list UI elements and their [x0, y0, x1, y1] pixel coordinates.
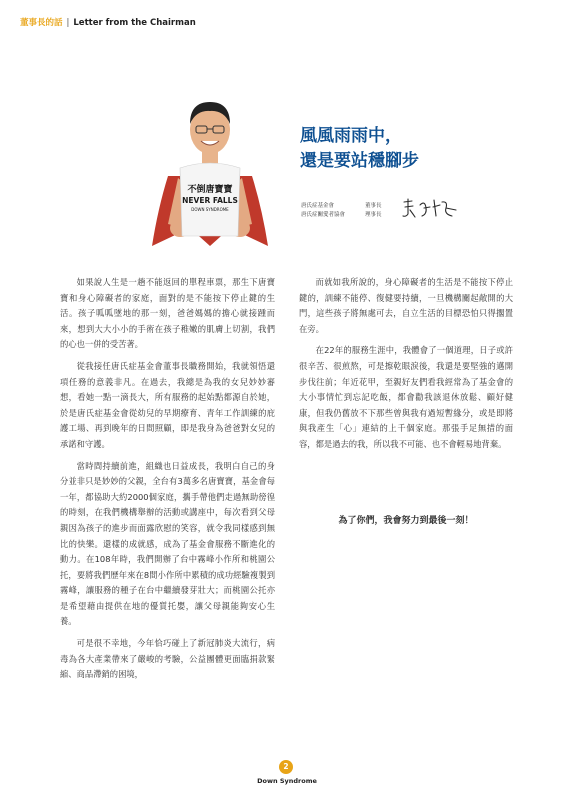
header-separator: | — [66, 18, 70, 28]
section-title-en: Letter from the Chairman — [73, 18, 196, 28]
signature-row — [301, 202, 382, 211]
body-paragraph: 從我接任唐氏症基金會董事長職務開始，我就領悟還項任務的意義非凡。在過去，我總是為我的女兒妙妙審想，看她一點一滴長大，所有服務的起始點都源自於她，於是唐氏症基金會從幼兒的早期療育、青年工作訓練的庇護工場、再到晚年的日間照顧，即是我身為爸爸對女兒的承諾和守護。 — [60, 360, 275, 449]
organization-name: 唐氏症基金會 — [301, 203, 335, 209]
closing-statement: 為了你們，我會努力到最後一刻！ — [338, 516, 474, 526]
shirt-text-en: NEVER FALLS — [182, 196, 238, 205]
role-title: 理事長 — [365, 212, 382, 218]
page-number: 2 — [279, 760, 293, 774]
section-header — [20, 16, 196, 28]
body-paragraph: 如果說人生是一趟不能返回的單程車票，那生下唐寶寶和身心障礙者的家庭，面對的是不能按下停止鍵的生活。孩子呱呱墜地的那一刻，爸爸媽媽的擔心就接踵而來，想到大大小小的手術在孩子稚嫩的肌膚上切割，我們的心也一併的受苦著。 — [60, 277, 275, 350]
publication-name: Down Syndrome — [257, 777, 317, 785]
shirt-text-zh: 不倒唐寶寶 — [187, 185, 233, 195]
body-paragraph: 當時間持續前進，組織也日益成長，我明白自己的身分並非只是妙妙的父親，全台有3萬多名唐寶寶，基金會每一年，都協助大約2000個家庭，攜手帶他們走過無助徬徨的時刻，在我們機構舉辦的活動或講座中，每次看到父母親因為孩子的進步而面露欣慰的笑容，就令我同樣感到無比的快樂。還樣的成就感，成為了基金會服務不斷進化的動力。在108年時，我們開辦了台中霧峰小作所和桃園公托，要將我們歷年來在8間小作所中累積的成功經驗複製到霧峰，讓服務的種子在台中繼續發芽壯大；而桃園公托亦是希望藉由提供在地的優質托嬰，讓父母親能夠安心生養。 — [60, 460, 275, 627]
signature-block — [301, 202, 382, 220]
article-title — [300, 124, 419, 174]
title-line-1: 風風雨雨中， — [300, 126, 402, 146]
title-line-2: 還是要站穩腳步 — [300, 151, 419, 171]
shirt-text-sub: DOWN SYNDROME — [191, 207, 229, 212]
body-column-left — [60, 275, 275, 689]
handwritten-signature — [400, 196, 462, 220]
signature-row — [301, 211, 382, 220]
section-title-zh: 董事長的話 — [20, 18, 63, 28]
body-paragraph: 可是很不幸地，今年恰巧碰上了新冠肺炎大流行，病毒為各大產業帶來了嚴峻的考驗，公益團體更面臨捐款緊縮、商品滯銷的困境， — [60, 638, 275, 680]
role-title: 董事長 — [365, 203, 382, 209]
body-paragraph: 而就如我所說的，身心障礙者的生活是不能按下停止鍵的，訓練不能停、復健要持續，一旦機構關起敞開的大門，這些孩子將無處可去，自立生活的目標恐怕只得擱置在旁。 — [299, 277, 513, 334]
body-paragraph: 在22年的服務生涯中，我體會了一個道理，日子或許很辛苦、很煎熬，可是擦乾眼淚後，我還是要堅強的邁開步伐往前；年近花甲，至親好友們看我經常為了基金會的大小事情忙到忘記吃飯，都會勸我該退休放鬆、顧好健康，但我仍舊放不下那些曾與我有過短暫緣分，或是即將與我產生「心」連結的上千個家庭。那張手足無措的面容，都是過去的我，所以我不可能、也不會輕易地背棄。 — [299, 345, 513, 449]
chairman-photo — [150, 78, 270, 248]
organization-name: 唐氏症關愛者協會 — [301, 212, 346, 218]
body-column-right — [299, 275, 513, 459]
